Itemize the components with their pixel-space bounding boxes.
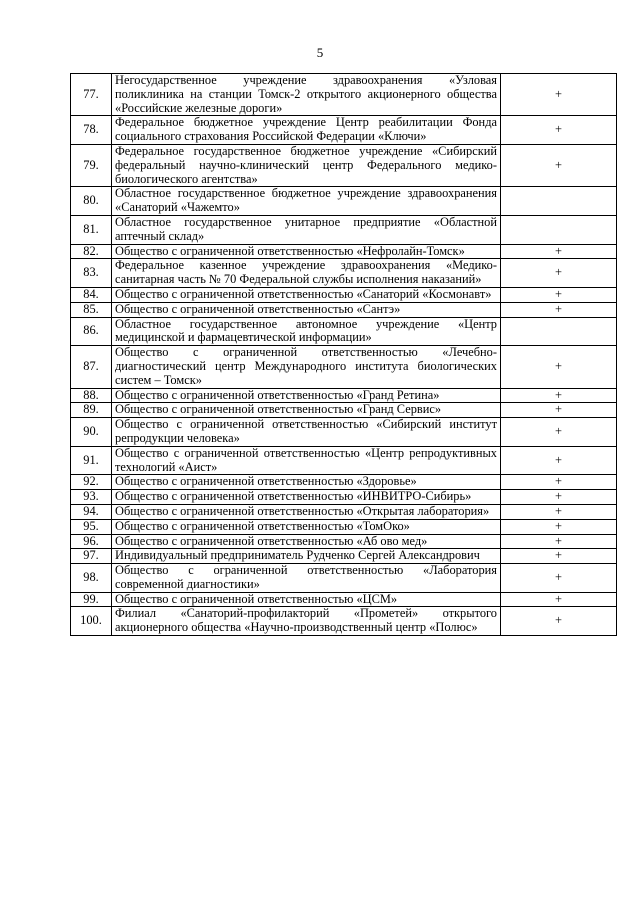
organization-name: Индивидуальный предприниматель Рудченко Сергей Александрович	[112, 549, 501, 564]
inclusion-mark: +	[501, 504, 617, 519]
table-row	[71, 519, 617, 534]
inclusion-mark: +	[501, 346, 617, 388]
organization-name: Областное государственное унитарное предприятие «Областной аптечный склад»	[112, 215, 501, 244]
row-number: 93.	[71, 490, 112, 505]
row-number: 94.	[71, 504, 112, 519]
row-number: 77.	[71, 74, 112, 116]
table-row	[71, 215, 617, 244]
inclusion-mark: +	[501, 564, 617, 593]
table-row	[71, 287, 617, 302]
inclusion-mark: +	[501, 549, 617, 564]
organizations-table-body	[71, 74, 617, 636]
page-number: 5	[316, 45, 324, 60]
table-row	[71, 607, 617, 636]
organization-name: Федеральное бюджетное учреждение Центр реабилитации Фонда социального страхования Российской Федерации «Ключи»	[112, 116, 501, 145]
organization-name: Общество с ограниченной ответственностью «Сибирский институт репродукции человека»	[112, 418, 501, 447]
inclusion-mark: +	[501, 388, 617, 403]
organization-name: Общество с ограниченной ответственностью «Нефролайн-Томск»	[112, 244, 501, 259]
row-number: 86.	[71, 317, 112, 346]
table-row	[71, 74, 617, 116]
table-row	[71, 259, 617, 288]
inclusion-mark: +	[501, 446, 617, 475]
inclusion-mark	[501, 187, 617, 216]
organization-name: Общество с ограниченной ответственностью «Лечебно-диагностический центр Международного института биологических систем – Томск»	[112, 346, 501, 388]
inclusion-mark: +	[501, 144, 617, 186]
table-row	[71, 504, 617, 519]
table-row	[71, 187, 617, 216]
row-number: 90.	[71, 418, 112, 447]
organization-name: Филиал «Санаторий-профилакторий «Прометей» открытого акционерного общества «Научно-производственный центр «Полюс»	[112, 607, 501, 636]
organizations-table	[70, 73, 617, 636]
row-number: 88.	[71, 388, 112, 403]
organization-name: Общество с ограниченной ответственностью «Санаторий «Космонавт»	[112, 287, 501, 302]
inclusion-mark: +	[501, 490, 617, 505]
organization-name: Общество с ограниченной ответственностью «ЦСМ»	[112, 592, 501, 607]
organization-name: Федеральное государственное бюджетное учреждение «Сибирский федеральный научно-клинический центр Федерального медико-биологического агентства»	[112, 144, 501, 186]
inclusion-mark: +	[501, 418, 617, 447]
row-number: 82.	[71, 244, 112, 259]
table-row	[71, 116, 617, 145]
row-number: 91.	[71, 446, 112, 475]
inclusion-mark: +	[501, 592, 617, 607]
table-row	[71, 346, 617, 388]
organization-name: Федеральное казенное учреждение здравоохранения «Медико-санитарная часть № 70 Федеральной службы исполнения наказаний»	[112, 259, 501, 288]
organization-name: Общество с ограниченной ответственностью «Здоровье»	[112, 475, 501, 490]
row-number: 79.	[71, 144, 112, 186]
table-row	[71, 564, 617, 593]
row-number: 89.	[71, 403, 112, 418]
inclusion-mark: +	[501, 302, 617, 317]
row-number: 97.	[71, 549, 112, 564]
row-number: 87.	[71, 346, 112, 388]
inclusion-mark: +	[501, 116, 617, 145]
table-row	[71, 418, 617, 447]
row-number: 100.	[71, 607, 112, 636]
table-row	[71, 244, 617, 259]
organization-name: Общество с ограниченной ответственностью «Аб ово мед»	[112, 534, 501, 549]
inclusion-mark	[501, 215, 617, 244]
row-number: 98.	[71, 564, 112, 593]
inclusion-mark: +	[501, 403, 617, 418]
row-number: 85.	[71, 302, 112, 317]
inclusion-mark: +	[501, 74, 617, 116]
organization-name: Общество с ограниченной ответственностью «Лаборатория современной диагностики»	[112, 564, 501, 593]
inclusion-mark: +	[501, 534, 617, 549]
row-number: 84.	[71, 287, 112, 302]
table-row	[71, 388, 617, 403]
inclusion-mark	[501, 317, 617, 346]
row-number: 81.	[71, 215, 112, 244]
row-number: 78.	[71, 116, 112, 145]
table-row	[71, 302, 617, 317]
organization-name: Общество с ограниченной ответственностью «ИНВИТРО-Сибирь»	[112, 490, 501, 505]
table-row	[71, 534, 617, 549]
table-row	[71, 490, 617, 505]
inclusion-mark: +	[501, 519, 617, 534]
table-row	[71, 549, 617, 564]
organization-name: Общество с ограниченной ответственностью «Открытая лаборатория»	[112, 504, 501, 519]
row-number: 96.	[71, 534, 112, 549]
inclusion-mark: +	[501, 475, 617, 490]
inclusion-mark: +	[501, 287, 617, 302]
inclusion-mark: +	[501, 244, 617, 259]
inclusion-mark: +	[501, 259, 617, 288]
row-number: 99.	[71, 592, 112, 607]
table-row	[71, 317, 617, 346]
row-number: 80.	[71, 187, 112, 216]
row-number: 83.	[71, 259, 112, 288]
organization-name: Общество с ограниченной ответственностью «Центр репродуктивных технологий «Аист»	[112, 446, 501, 475]
table-row	[71, 403, 617, 418]
inclusion-mark: +	[501, 607, 617, 636]
organization-name: Областное государственное автономное учреждение «Центр медицинской и фармацевтической информации»	[112, 317, 501, 346]
row-number: 92.	[71, 475, 112, 490]
table-row	[71, 475, 617, 490]
table-row	[71, 144, 617, 186]
organization-name: Областное государственное бюджетное учреждение здравоохранения «Санаторий «Чажемто»	[112, 187, 501, 216]
row-number: 95.	[71, 519, 112, 534]
organization-name: Общество с ограниченной ответственностью «Сантэ»	[112, 302, 501, 317]
organization-name: Негосударственное учреждение здравоохранения «Узловая поликлиника на станции Томск-2 открытого акционерного общества «Российские железные дороги»	[112, 74, 501, 116]
table-row	[71, 592, 617, 607]
organization-name: Общество с ограниченной ответственностью «Гранд Сервис»	[112, 403, 501, 418]
organization-name: Общество с ограниченной ответственностью «Гранд Ретина»	[112, 388, 501, 403]
table-row	[71, 446, 617, 475]
organization-name: Общество с ограниченной ответственностью «ТомОко»	[112, 519, 501, 534]
